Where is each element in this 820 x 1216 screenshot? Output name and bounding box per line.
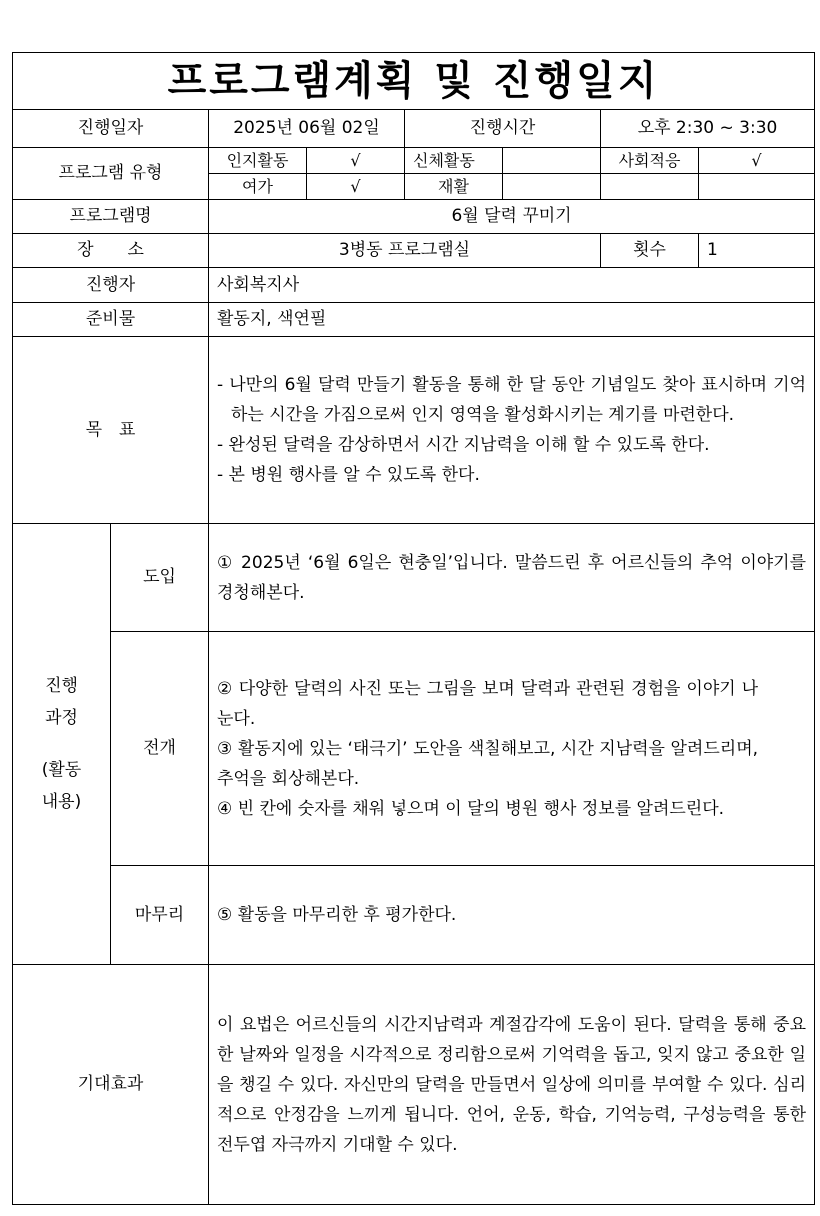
type-rehab-label: 재활 xyxy=(405,174,503,200)
goal-item: - 완성된 달력을 감상하면서 시간 지남력을 이해 할 수 있도록 한다. xyxy=(217,435,710,455)
goal-item: - 본 병원 행사를 알 수 있도록 한다. xyxy=(217,465,480,485)
type-rehab-check xyxy=(503,174,601,200)
time-label: 진행시간 xyxy=(405,110,601,148)
process-label-line: 진행 xyxy=(45,676,78,696)
process-label-line: (활동 xyxy=(41,760,82,780)
type-social-label: 사회적응 xyxy=(601,148,699,174)
type-empty-cell xyxy=(699,174,815,200)
develop-label: 전개 xyxy=(111,632,209,866)
program-log-table xyxy=(12,52,815,1205)
goal-item: - 나만의 6월 달력 만들기 활동을 통해 한 달 동안 기념일도 찾아 표시하며 기억하는 시간을 가짐으로써 인지 영역을 활성화시키는 계기를 마련한다. xyxy=(217,375,807,425)
intro-label: 도입 xyxy=(111,524,209,632)
develop-item: ③ 활동지에 있는 ‘태극기’ 도안을 색칠해보고, 시간 지남력을 알려드리며, 추억을 회상해본다. xyxy=(217,738,759,789)
develop-content xyxy=(209,632,815,866)
type-leisure-label: 여가 xyxy=(209,174,307,200)
closing-content: ⑤ 활동을 마무리한 후 평가한다. xyxy=(209,866,815,965)
time-value: 오후 2:30 ~ 3:30 xyxy=(601,110,815,148)
goal-label: 목 표 xyxy=(13,337,209,524)
count-value: 1 xyxy=(699,234,815,268)
effect-content: 이 요법은 어르신들의 시간지남력과 계절감각에 도움이 된다. 달력을 통해 중요한 날짜와 일정을 시각적으로 정리함으로써 기억력을 돕고, 잊지 않고 중요한 일을 챙길 수 있다. 자신만의 달력을 만들면서 일상에 의미를 부여할 수 있다. 심리적으로 안정감을 느끼게 됩니다. 언어, 운동, 학습, 기억능력, 구성능력을 통한 전두엽 자극까지 기대할 수 있다. xyxy=(209,965,815,1205)
program-name-value: 6월 달력 꾸미기 xyxy=(209,200,815,234)
type-cognitive-label: 인지활동 xyxy=(209,148,307,174)
date-value: 2025년 06월 02일 xyxy=(209,110,405,148)
effect-label: 기대효과 xyxy=(13,965,209,1205)
count-label: 횟수 xyxy=(601,234,699,268)
type-cognitive-check: √ xyxy=(307,148,405,174)
goal-content xyxy=(209,337,815,524)
leader-value: 사회복지사 xyxy=(209,268,815,303)
program-log-document xyxy=(12,52,814,1205)
document-title: 프로그램계획 및 진행일지 xyxy=(13,53,815,110)
process-label xyxy=(13,524,111,965)
materials-value: 활동지, 색연필 xyxy=(209,303,815,337)
place-value: 3병동 프로그램실 xyxy=(209,234,601,268)
develop-item: ② 다양한 달력의 사진 또는 그림을 보며 달력과 관련된 경험을 이야기 나눈다. xyxy=(217,678,759,729)
materials-label: 준비물 xyxy=(13,303,209,337)
program-name-label: 프로그램명 xyxy=(13,200,209,234)
intro-content: ① 2025년 ‘6월 6일은 현충일’입니다. 말씀드린 후 어르신들의 추억 이야기를 경청해본다. xyxy=(209,524,815,632)
type-empty-cell xyxy=(601,174,699,200)
process-label-line: 내용) xyxy=(41,792,82,812)
program-type-label: 프로그램 유형 xyxy=(13,148,209,200)
type-physical-label: 신체활동 xyxy=(405,148,503,174)
type-social-check: √ xyxy=(699,148,815,174)
type-physical-check xyxy=(503,148,601,174)
leader-label: 진행자 xyxy=(13,268,209,303)
develop-item: ④ 빈 칸에 숫자를 채워 넣으며 이 달의 병원 행사 정보를 알려드린다. xyxy=(217,798,725,819)
type-leisure-check: √ xyxy=(307,174,405,200)
place-label: 장 소 xyxy=(13,234,209,268)
date-label: 진행일자 xyxy=(13,110,209,148)
process-label-line: 과정 xyxy=(45,708,78,728)
closing-label: 마무리 xyxy=(111,866,209,965)
